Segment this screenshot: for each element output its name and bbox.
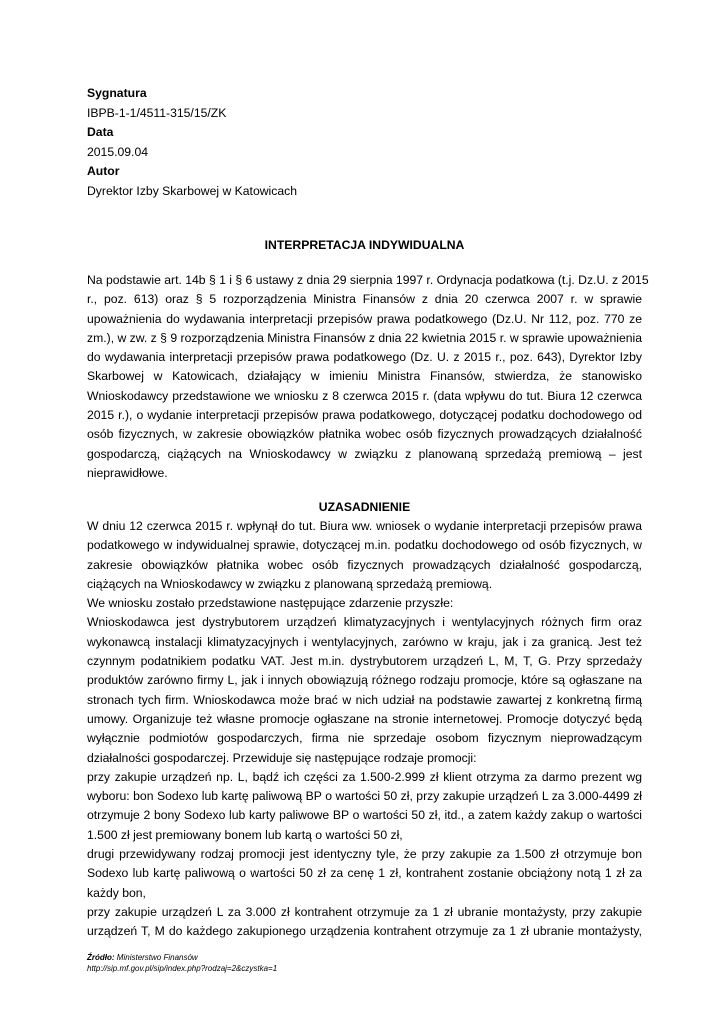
- body-line: zakresie obowiązków płatnika wobec osób fizycznych prowadzących działalność gospodarczą,: [87, 557, 642, 572]
- author-label: Autor: [87, 164, 120, 178]
- intro-paragraph: [87, 271, 649, 483]
- justification-body: [87, 517, 642, 942]
- body-line: 1.500 zł jest premiowany bonem lub kartą o wartości 50 zł,: [87, 827, 403, 842]
- body-line: Wnioskodawca jest dystrybutorem urządzeń klimatyzacyjnych i wentylacyjnych różnych firm oraz: [87, 615, 642, 630]
- intro-line: zm.), w zw. z § 9 rozporządzenia Ministra Finansów z dnia 22 kwietnia 2015 r. w sprawie upoważnienia: [87, 330, 642, 345]
- author-value: Dyrektor Izby Skarbowej w Katowicach: [87, 183, 297, 198]
- footer-url: http://sip.mf.gov.pl/sip/index.php?rodzaj=2&czystka=1: [87, 964, 278, 973]
- document-metadata: [87, 84, 647, 201]
- body-line: W dniu 12 czerwca 2015 r. wpłynął do tut. Biura ww. wniosek o wydanie interpretacji przepisów prawa: [87, 519, 642, 533]
- body-line: przy zakupie urządzeń np. L, bądź ich części za 1.500-2.999 zł klient otrzyma za darmo prezent wg: [87, 769, 642, 784]
- body-line: umowy. Organizuje też własne promocje ogłaszane na stronie internetowej. Promocje dotyczyć będą: [87, 711, 642, 726]
- page-footer: [87, 952, 587, 974]
- intro-line: nieprawidłowe.: [87, 465, 168, 480]
- body-line: wyłącznie podmiotów gospodarczych, firma nie sprzedaje osobom fizycznym nieprowadzącym: [87, 731, 642, 746]
- body-line: wykonawcą instalacji klimatyzacyjnych i wentylacyjnych, zarówno w kraju, jak i za granicą. Jest też: [87, 634, 642, 649]
- date-value: 2015.09.04: [87, 144, 148, 159]
- intro-line: upoważnienia do wydawania interpretacji przepisów prawa podatkowego (Dz.U. Nr 112, poz. 770 ze: [87, 311, 642, 326]
- intro-line: do wydawania interpretacji przepisów prawa podatkowego (Dz. U. z 2015 r., poz. 643), Dyrektor Izby: [87, 350, 642, 365]
- intro-line: Skarbowej w Katowicach, działający w imieniu Ministra Finansów, stwierdza, że stanowisko: [87, 369, 642, 384]
- body-line: We wniosku zostało przedstawione następujące zdarzenie przyszłe:: [87, 596, 454, 611]
- body-line: ciążących na Wnioskodawcy w związku z planowaną sprzedażą premiową.: [87, 576, 493, 591]
- date-label: Data: [87, 125, 114, 139]
- body-line: podatkowego w indywidualnej sprawie, dotyczącej m.in. podatku dochodowego od osób fizycznych, w: [87, 538, 642, 553]
- body-line: urządzeń T, M do każdego zakupionego urządzenia kontrahent otrzymuje za 1 zł ubranie montażysty,: [87, 924, 642, 939]
- body-line: Sodexo lub kartę paliwową o wartości 50 zł za cenę 1 zł, kontrahent zostanie obciążony notą 1 zł za: [87, 866, 642, 881]
- signature-value: IBPB-1-1/4511-315/15/ZK: [87, 105, 227, 120]
- footer-source-value: Ministerstwo Finansów: [116, 953, 198, 962]
- body-line: działalności gospodarczej. Przewiduje się następujące rodzaje promocji:: [87, 750, 477, 765]
- body-line: wyboru: bon Sodexo lub kartę paliwową BP o wartości 50 zł, przy zakupie urządzeń L za 3.000-4499 zł: [87, 789, 642, 804]
- intro-line: r., poz. 613) oraz § 5 rozporządzenia Ministra Finansów z dnia 20 czerwca 2007 r. w sprawie: [87, 292, 642, 307]
- intro-line: gospodarczą, ciążących na Wnioskodawcy w związku z planowaną sprzedażą premiową – jest: [87, 446, 642, 461]
- section-title: UZASADNIENIE: [318, 500, 411, 514]
- footer-source: Źródło: Ministerstwo Finansów: [87, 953, 198, 962]
- footer-source-label: Źródło: [87, 953, 112, 962]
- body-line: drugi przewidywany rodzaj promocji jest identyczny tyle, że przy zakupie za 1.500 zł otrzymuje bon: [87, 847, 642, 862]
- body-line: czynnym podatnikiem podatku VAT. Jest m.in. dystrybutorem urządzeń L, M, T, G. Przy sprzedaży: [87, 654, 642, 669]
- body-line: stronach tych firm. Wnioskodawca może brać w nich udział na podstawie zawartej z konkretną firmą: [87, 692, 642, 707]
- intro-line: 2015 r.), o wydanie interpretacji przepisów prawa podatkowego, dotyczącej podatku dochodowego od: [87, 408, 642, 423]
- body-line: przy zakupie urządzeń L za 3.000 zł kontrahent otrzymuje za 1 zł ubranie montażysty, przy zakupie: [87, 904, 642, 919]
- document-title: INTERPRETACJA INDYWIDUALNA: [264, 238, 465, 252]
- intro-line: Wnioskodawcy przedstawione we wniosku z 8 czerwca 2015 r. (data wpływu do tut. Biura 12 czerwca: [87, 388, 642, 403]
- intro-line: osób fizycznych, w zakresie obowiązków płatnika wobec osób fizycznych prowadzących działalność: [87, 427, 642, 442]
- body-line: otrzymuje 2 bony Sodexo lub karty paliwowe BP o wartości 50 zł, itd., a zatem każdy zakup o wartości: [87, 808, 642, 823]
- body-line: każdy bon,: [87, 885, 146, 900]
- intro-line: Na podstawie art. 14b § 1 i § 6 ustawy z dnia 29 sierpnia 1997 r. Ordynacja podatkowa (t.j. Dz.U. z 2015: [87, 273, 649, 287]
- body-line: produktów zarówno firmy L, jak i innych obowiązują różnego rodzaju promocje, które są ogłaszane na: [87, 673, 642, 688]
- signature-label: Sygnatura: [87, 86, 147, 100]
